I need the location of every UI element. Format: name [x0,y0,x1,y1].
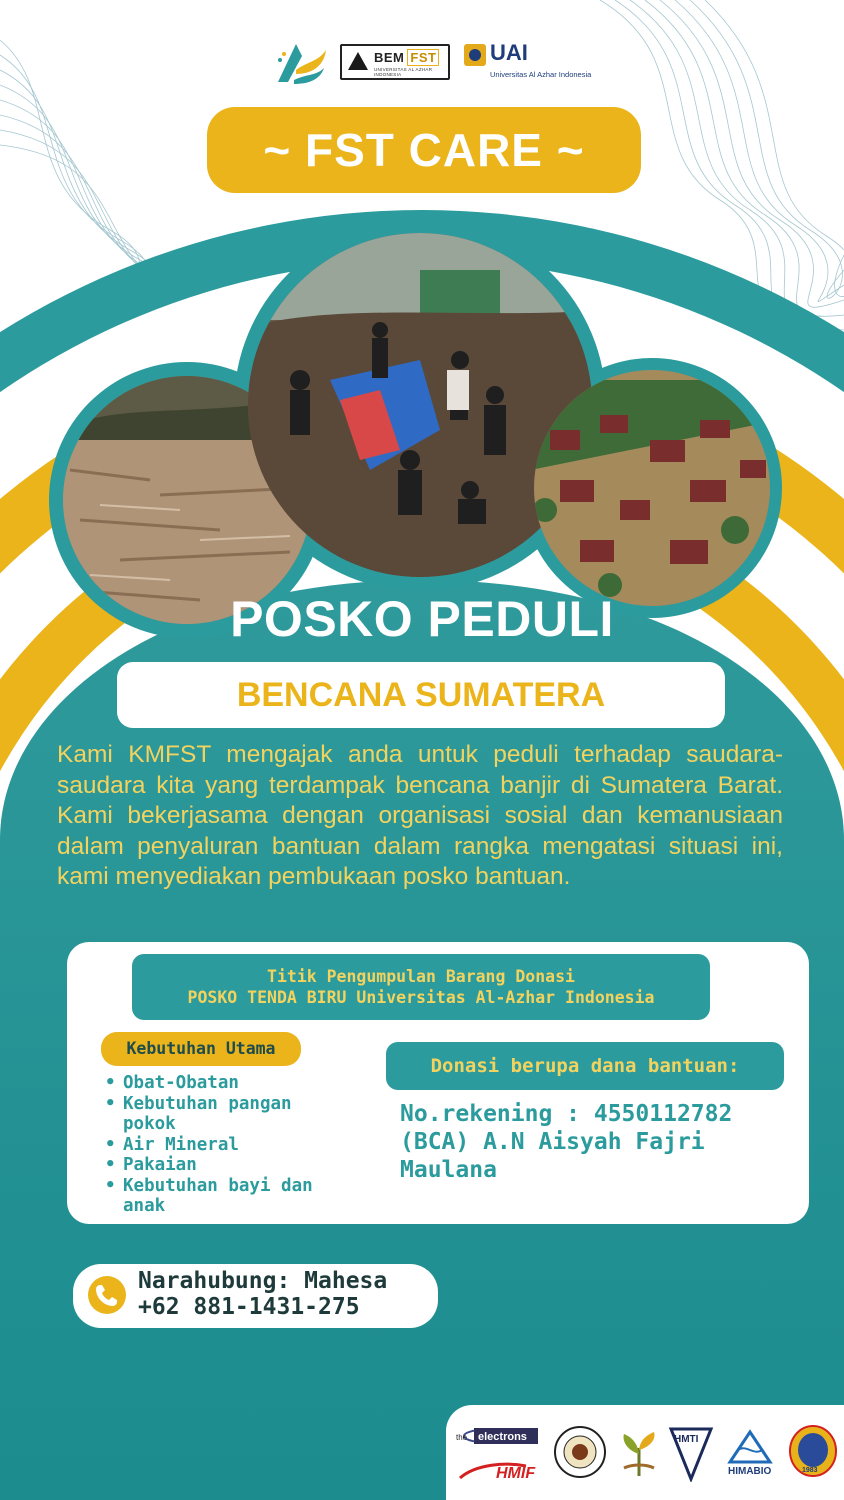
uai-logo-subtitle: Universitas Al Azhar Indonesia [490,70,592,79]
himabio-label: HIMABIO [728,1466,772,1476]
collection-point-box [132,954,710,1020]
posko-peduli-title: POSKO PEDULI [230,591,614,647]
fst-care-banner [207,107,641,193]
bem-triangle-icon [348,52,368,70]
plant-logo [616,1428,662,1478]
student-association-seal [554,1426,606,1478]
hmif-label: HMIF [496,1465,536,1482]
bencana-sumatera-banner [117,662,725,728]
header-logos [0,38,844,88]
uai-emblem-icon [464,44,486,66]
bank-account-info: No.rekening : 4550112782 (BCA) A.N Aisyah Fajri Maulana [400,1101,733,1183]
intro-paragraph: Kami KMFST mengajak anda untuk peduli terhadap saudara-saudara kita yang terdampak bencana banjir di Sumatera Barat. Kami bekerjasama dengan organisasi sosial dan kemanusiaan dalam penyaluran bantuan dalam rangka mengatasi situasi ini, kami menyediakan pembukaan posko bantuan. [57,741,783,890]
electrons-label: electrons [478,1431,527,1443]
bem-fst-logo [340,44,450,80]
needs-title-badge: Kebutuhan Utama [101,1032,301,1066]
list-item: • Kebutuhan bayi dan anak [104,1176,354,1217]
uai-logo-text: UAI [490,40,528,65]
collection-point-line1: Titik Pengumpulan Barang Donasi [267,967,575,986]
list-item: • Air Mineral [104,1135,354,1156]
hmif-logo [456,1460,540,1482]
kmfst-logo [272,40,330,86]
contact-phone: +62 881-1431-275 [138,1294,360,1320]
hmti-logo [668,1426,714,1482]
bencana-sumatera-subtitle: BENCANA SUMATERA [236,676,606,714]
collection-point-line2: POSKO TENDA BIRU Universitas Al-Azhar Indonesia [187,988,655,1007]
contact-name: Narahubung: Mahesa [138,1268,388,1294]
seal-year: 1983 [802,1467,818,1474]
bem-logo-text: BEM FST [374,50,439,65]
list-item: • Kebutuhan pangan pokok [104,1094,354,1135]
svg-text:the: the [456,1433,468,1442]
contact-info [138,1268,387,1320]
needs-list [104,1073,354,1217]
electrons-logo [456,1424,540,1448]
hmti-label: HMTI [674,1434,699,1445]
himabio-logo [722,1428,778,1476]
fst-care-title: ~ FST CARE ~ [263,124,585,176]
phone-icon [88,1276,126,1314]
list-item: • Obat-Obatan [104,1073,354,1094]
university-seal [788,1424,838,1478]
list-item: • Pakaian [104,1155,354,1176]
bem-logo-subtitle: UNIVERSITAS AL AZHAR INDONESIA [374,67,433,77]
fund-donation-badge: Donasi berupa dana bantuan: [386,1042,784,1090]
